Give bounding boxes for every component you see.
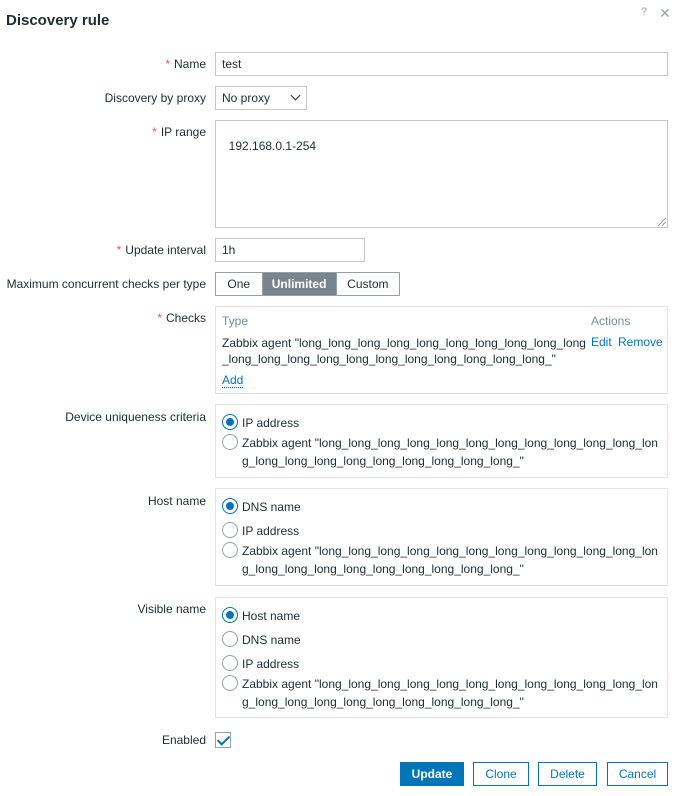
host-name-option-agent-text: Zabbix agent "long_long_long_long_long_long_long_long_long_long_long_long_long_long_long_long_long_long_long_long_long_": [242, 544, 658, 576]
chevron-down-icon: [291, 91, 301, 101]
proxy-select[interactable]: [215, 86, 307, 110]
checks-table: [215, 306, 668, 394]
close-icon[interactable]: ✕: [659, 5, 671, 21]
delete-button[interactable]: Delete: [538, 762, 597, 786]
host-name-option-agent[interactable]: [222, 542, 662, 578]
update-interval-label-text: Update interval: [125, 243, 206, 257]
concurrent-checks-label: Maximum concurrent checks per type: [6, 277, 206, 291]
ip-range-label-text: IP range: [160, 125, 206, 139]
host-name-option-dns-text: DNS name: [242, 500, 301, 514]
proxy-select-value: No proxy: [222, 91, 271, 105]
help-icon[interactable]: ?: [641, 6, 648, 18]
check-add-wrap: [222, 373, 243, 387]
name-label: [165, 57, 206, 71]
segment-unlimited[interactable]: Unlimited: [263, 273, 337, 295]
checks-col-type: Type: [222, 314, 249, 328]
enabled-label: Enabled: [161, 733, 206, 747]
name-label-text: Name: [173, 57, 206, 71]
enabled-checkbox[interactable]: [215, 732, 231, 748]
name-input[interactable]: test: [215, 52, 668, 76]
host-name-radio-group: [215, 488, 668, 586]
radio-checked-icon[interactable]: [222, 607, 238, 623]
host-name-label: Host name: [147, 494, 206, 508]
ip-range-value: 192.168.0.1-254: [228, 139, 317, 153]
required-marker: *: [152, 125, 157, 139]
visible-name-option-dns-text: DNS name: [242, 633, 301, 647]
required-marker: *: [165, 57, 170, 71]
uniqueness-option-agent[interactable]: [222, 434, 662, 470]
visible-name-radio-group: [215, 597, 668, 718]
radio-unchecked-icon[interactable]: [222, 655, 238, 671]
clone-button[interactable]: Clone: [473, 762, 529, 786]
visible-name-option-host-text: Host name: [242, 609, 301, 623]
update-interval-input[interactable]: 1h: [215, 238, 365, 262]
checks-col-actions: Actions: [591, 314, 631, 328]
segment-custom[interactable]: Custom: [337, 273, 399, 295]
required-marker: *: [116, 243, 122, 257]
radio-unchecked-icon[interactable]: [222, 631, 238, 647]
proxy-label: Discovery by proxy: [104, 91, 206, 105]
radio-unchecked-icon[interactable]: [222, 542, 238, 558]
uniqueness-label: Device uniqueness criteria: [65, 410, 206, 424]
update-interval-label: [117, 243, 206, 257]
uniqueness-radio-group: [215, 404, 668, 478]
dialog-title: Discovery rule: [6, 12, 110, 29]
radio-unchecked-icon[interactable]: [222, 434, 238, 450]
checks-label-text: Checks: [165, 311, 206, 325]
host-name-option-ip-text: IP address: [242, 524, 300, 538]
visible-name-option-dns[interactable]: [222, 631, 662, 649]
uniqueness-option-ip-text: IP address: [242, 416, 300, 430]
radio-unchecked-icon[interactable]: [222, 675, 238, 691]
visible-name-option-agent-text: Zabbix agent "long_long_long_long_long_long_long_long_long_long_long_long_long_long_long_long_long_long_long_long_long_": [242, 677, 658, 709]
check-remove-link[interactable]: Remove: [618, 335, 663, 349]
visible-name-label: Visible name: [137, 602, 206, 616]
check-edit-link[interactable]: Edit: [591, 335, 612, 349]
host-name-option-dns[interactable]: [222, 498, 662, 516]
uniqueness-option-ip[interactable]: [222, 414, 662, 432]
update-button[interactable]: Update: [400, 762, 464, 786]
uniqueness-option-agent-text: Zabbix agent "long_long_long_long_long_long_long_long_long_long_long_long_long_long_long_long_long_long_long_long_long_": [242, 436, 658, 468]
radio-checked-icon[interactable]: [222, 414, 238, 430]
visible-name-option-ip[interactable]: [222, 655, 662, 673]
radio-checked-icon[interactable]: [222, 498, 238, 514]
check-type-value: Zabbix agent "long_long_long_long_long_long_long_long_long_long_long_long_long_long_long_long_long_long_long_long_long_": [222, 336, 586, 366]
required-marker: *: [157, 311, 162, 325]
ip-range-textarea[interactable]: [215, 120, 668, 228]
ip-range-label: [152, 125, 206, 139]
cancel-button[interactable]: Cancel: [607, 762, 668, 786]
visible-name-option-agent[interactable]: [222, 675, 662, 711]
check-add-link[interactable]: Add: [222, 373, 244, 387]
visible-name-option-ip-text: IP address: [242, 657, 300, 671]
concurrent-checks-segmented: [215, 272, 400, 296]
visible-name-option-host[interactable]: [222, 607, 662, 625]
host-name-option-ip[interactable]: [222, 522, 662, 540]
checkmark-icon: [217, 732, 230, 745]
segment-one[interactable]: One: [216, 273, 263, 295]
checks-label: [157, 311, 206, 325]
resize-grip-icon[interactable]: [658, 218, 666, 226]
radio-unchecked-icon[interactable]: [222, 522, 238, 538]
